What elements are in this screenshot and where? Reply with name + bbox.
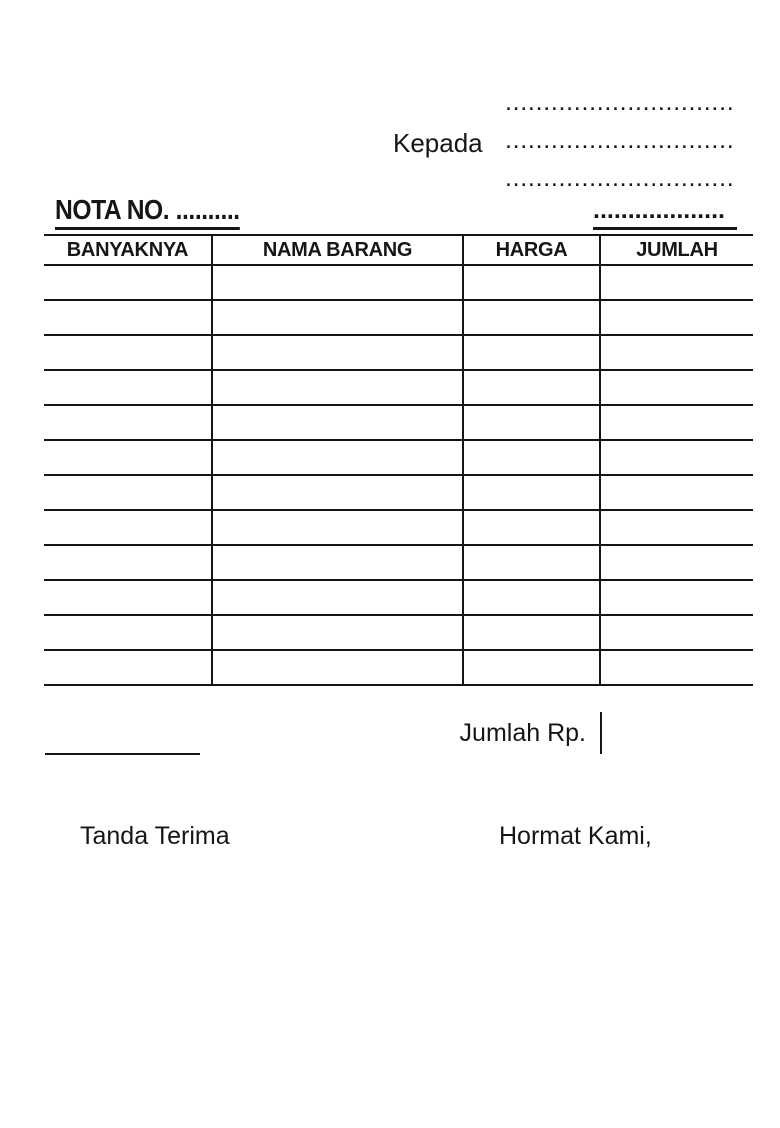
column-header-nama-barang: NAMA BARANG [212,235,463,265]
table-row [44,370,753,405]
table-cell [212,300,463,335]
table-cell [212,650,463,685]
nota-number-title: NOTA NO. .......... [55,196,240,230]
table-cell [463,545,600,580]
table-cell [44,405,212,440]
total-row [44,712,602,754]
table-body [44,265,753,685]
table-cell [44,650,212,685]
table-cell [463,440,600,475]
table-cell [600,405,753,440]
table-cell [600,265,753,300]
tanda-terima-label: Tanda Terima [80,822,230,850]
table-cell [212,265,463,300]
table-cell [600,580,753,615]
total-label: Jumlah Rp. [459,718,586,747]
table-row [44,475,753,510]
table-cell [212,440,463,475]
table-cell [600,545,753,580]
table-cell [212,370,463,405]
hormat-kami-label: Hormat Kami, [499,822,652,850]
table-cell [44,335,212,370]
table-cell [212,335,463,370]
table-cell [600,475,753,510]
column-header-banyaknya: BANYAKNYA [44,235,212,265]
table-row [44,615,753,650]
table-cell [44,265,212,300]
table-row [44,265,753,300]
table-row [44,580,753,615]
recipient-dotted-line: .............................. [505,88,735,116]
table-row [44,440,753,475]
table-cell [463,580,600,615]
table-cell [44,510,212,545]
table-cell [600,300,753,335]
table-row [44,300,753,335]
table-header-row [44,235,753,265]
recipient-dotted-line: .............................. [505,126,735,154]
recipient-lines [505,83,735,197]
table-row [44,545,753,580]
table-cell [212,475,463,510]
table-cell [463,300,600,335]
table-cell [44,475,212,510]
table-cell [600,335,753,370]
signature-line [45,753,200,755]
table-cell [600,440,753,475]
table-cell [212,510,463,545]
table-cell [212,545,463,580]
table-cell [44,440,212,475]
table-cell [600,615,753,650]
column-header-harga: HARGA [463,235,600,265]
table-cell [463,335,600,370]
table-cell [44,300,212,335]
table-cell [44,370,212,405]
table-cell [44,615,212,650]
items-table [44,234,753,686]
table-cell [463,370,600,405]
table-cell [212,405,463,440]
column-header-jumlah: JUMLAH [600,235,753,265]
kepada-label: Kepada [393,128,483,158]
table-cell [600,370,753,405]
table-cell [463,405,600,440]
nota-date-dotted-line: ................... [593,196,737,230]
table-cell [44,580,212,615]
table-row [44,510,753,545]
table-row [44,650,753,685]
table-cell [463,615,600,650]
recipient-dotted-line: .............................. [505,164,735,192]
table-cell [463,650,600,685]
table-cell [44,545,212,580]
table-row [44,405,753,440]
table-row [44,335,753,370]
table-cell [463,475,600,510]
table-cell [212,615,463,650]
table-cell [212,580,463,615]
table-cell [600,510,753,545]
table-cell [600,650,753,685]
table-cell [463,510,600,545]
table-cell [463,265,600,300]
